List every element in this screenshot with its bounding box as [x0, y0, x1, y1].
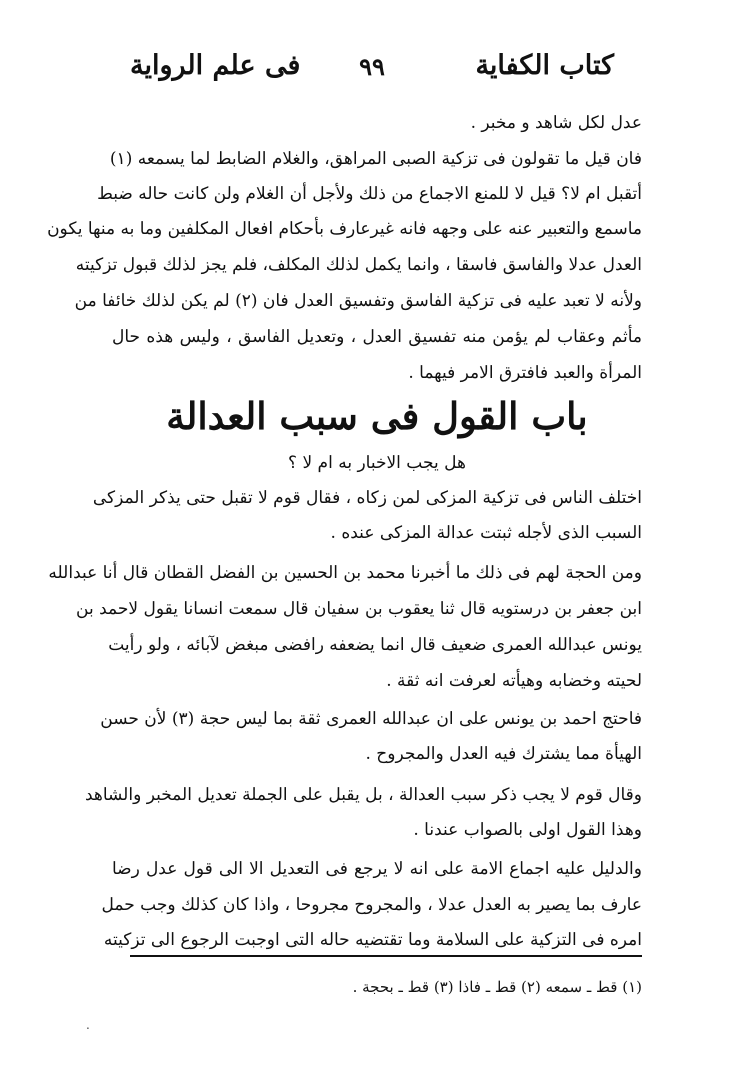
- page-number: ٩٩: [359, 52, 385, 81]
- text-line: ولأنه لا تعبد عليه فى تزكية الفاسق وتفسيق العدل فان (٢) لم يكن لذلك خائفا من: [74, 291, 642, 311]
- footnote-rule: [130, 955, 642, 957]
- text-line: وهذا القول اولى بالصواب عندنا .: [413, 820, 642, 840]
- text-line: والدليل عليه اجماع الامة على انه لا يرجع فى التعديل الا الى قول عدل رضا: [112, 859, 642, 879]
- stray-mark-icon: .: [86, 1018, 90, 1032]
- text-line: ابن جعفر بن درستويه قال ثنا يعقوب بن سفيان قال سمعت انسانا يقول لاحمد بن: [76, 599, 642, 619]
- text-line: امره فى التزكية على السلامة وما تقتضيه حاله التى اوجبت الرجوع الى تزكيته: [103, 930, 642, 950]
- text-line: أتقبل ام لا؟ قيل لا للمنع الاجماع من ذلك ولأجل أن الغلام ولن كانت حاله ضبط: [97, 184, 642, 204]
- section-subheading: هل يجب الاخبار به ام لا ؟: [288, 453, 466, 473]
- footnote: (١) قط ـ سمعه (٢) قط ـ فاذا (٣) قط ـ بحجة .: [352, 978, 642, 996]
- text-line: فاحتج احمد بن يونس على ان عبدالله العمرى ثقة بما ليس حجة (٣) لأن حسن: [100, 709, 642, 729]
- text-line: الهيأة مما يشترك فيه العدل والمجروح .: [365, 744, 642, 764]
- text-line: فان قيل ما تقولون فى تزكية الصبى المراهق، والغلام الضابط لما يسمعه (١): [109, 149, 642, 169]
- text-line: يونس عبدالله العمرى ضعيف قال انما يضعفه رافضى مبغض لآبائه ، ولو رأيت: [108, 635, 642, 655]
- text-line: عدل لكل شاهد و مخبر .: [470, 113, 642, 133]
- text-line: اختلف الناس فى تزكية المزكى لمن زكاه ، فقال قوم لا تقبل حتى يذكر المزكى: [92, 488, 642, 508]
- book-title: كتاب الكفاية: [475, 50, 614, 81]
- text-line: العدل عدلا والفاسق فاسقا ، وانما يكمل لذلك المكلف، فلم يجز لذلك قبول تزكيته: [75, 255, 642, 275]
- page-header: [130, 50, 614, 96]
- section-heading: باب القول فى سبب العدالة: [166, 394, 588, 438]
- text-line: السبب الذى لأجله ثبتت عدالة المزكى عنده .: [330, 523, 642, 543]
- text-line: عارف بما يصير به العدل عدلا ، والمجروح مجروحا ، واذا كان كذلك وجب حمل: [101, 895, 642, 915]
- text-line: ومن الحجة لهم فى ذلك ما أخبرنا محمد بن الحسين بن الفضل القطان قال أنا عبدالله: [48, 563, 642, 583]
- text-line: ماسمع والتعبير عنه على وجهه فانه غيرعارف بأحكام افعال المكلفين وما به منها يكون: [47, 219, 642, 239]
- book-subtitle: فى علم الرواية: [130, 50, 301, 81]
- text-line: وقال قوم لا يجب ذكر سبب العدالة ، بل يقبل على الجملة تعديل المخبر والشاهد: [84, 785, 642, 805]
- text-line: مأثم وعقاب لم يؤمن منه تفسيق العدل ، وتعديل الفاسق ، وليس هذه حال: [112, 327, 642, 347]
- text-line: لحيته وخضابه وهيأته لعرفت انه ثقة .: [386, 671, 642, 691]
- text-line: المرأة والعبد فافترق الامر فيهما .: [408, 363, 642, 383]
